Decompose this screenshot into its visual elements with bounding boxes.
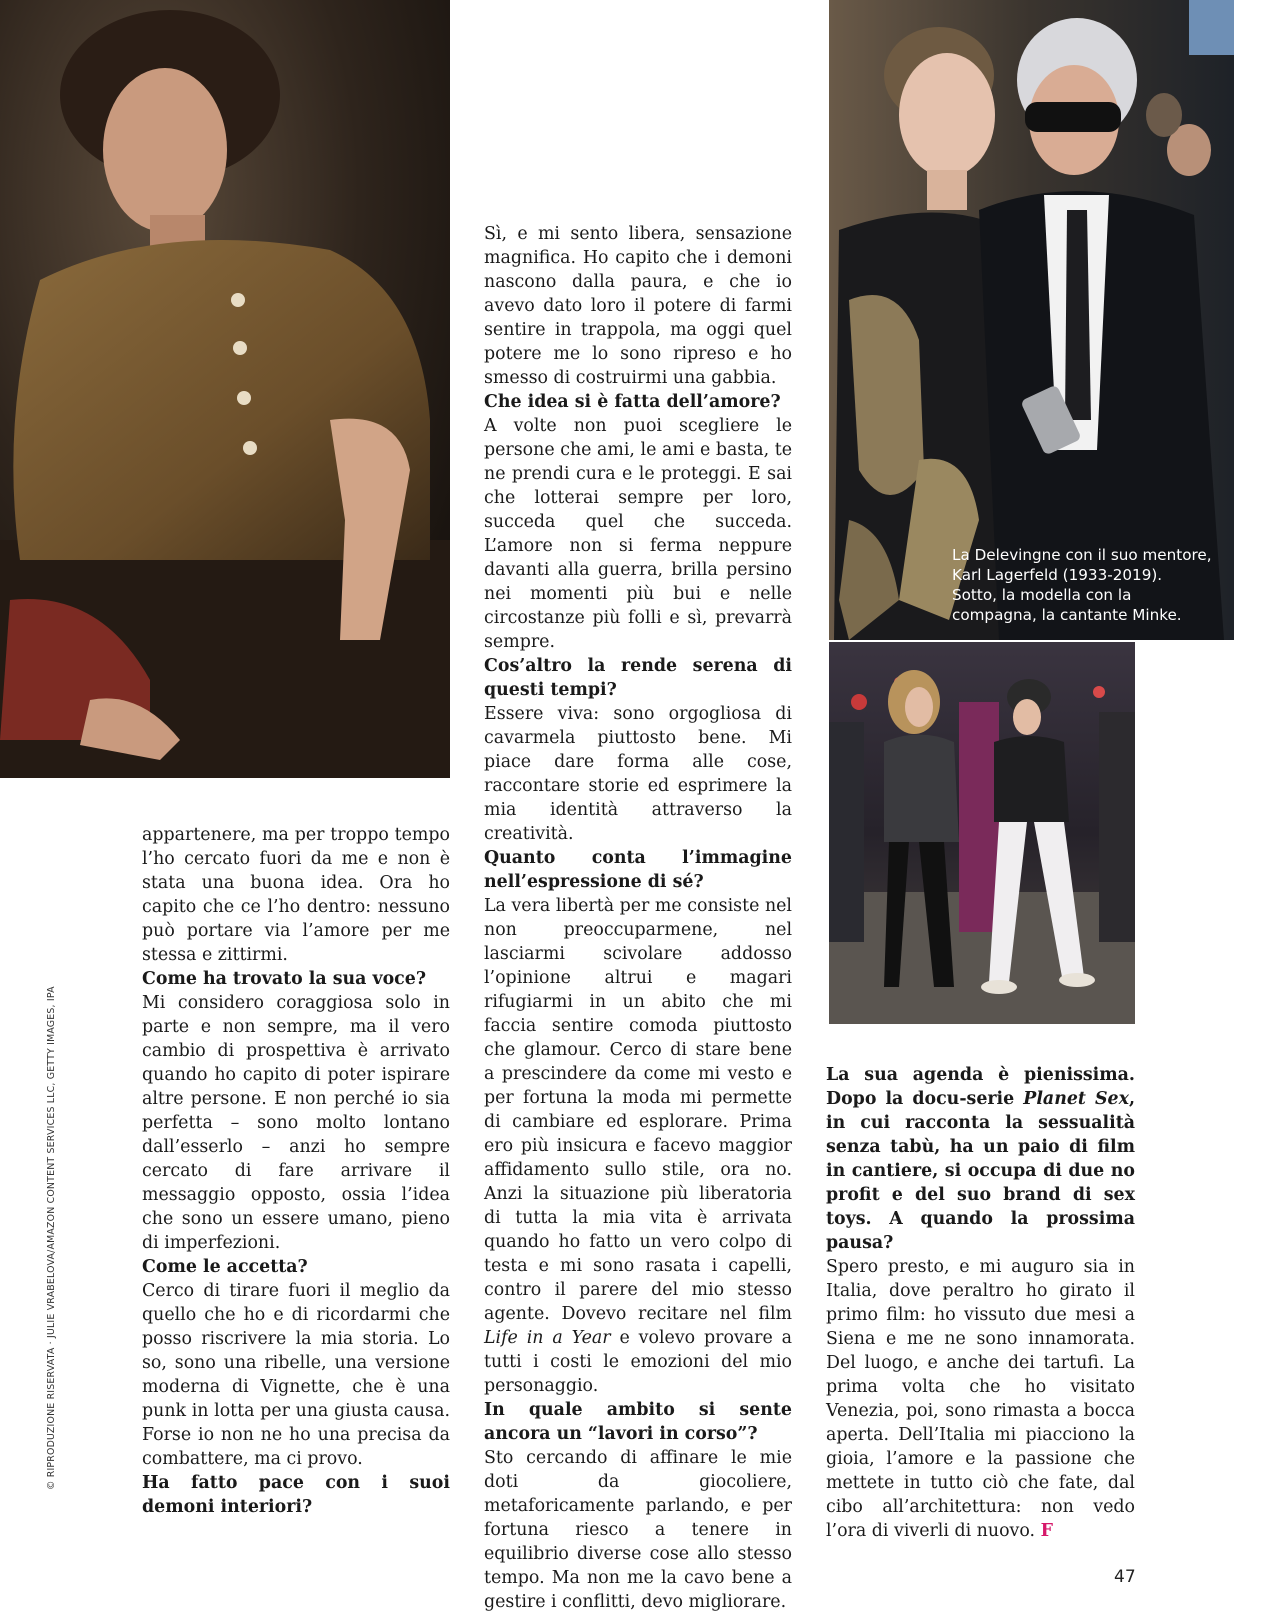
interview-question: In quale ambito si sente ancora un “lavori in corso”? <box>484 1400 792 1444</box>
body-text: La vera libertà per me consiste nel non preoccuparmene, nel lasciarmi scivolare addosso l’opinione altrui e magari rifugiarmi in un abito che mi faccia sentire comoda piuttosto che glamour. Cerco di stare bene a prescindere da come mi vesto e per fortuna la moda mi permette di cambiare ed esplorare. Prima ero più insicura e facevo maggior affidamento sullo stile, ora no. Anzi la situazione più liberatoria di tutta la mia vita è arrivata quando ho fatto un vero colpo di testa e mi sono rasata i capelli, contro il parere del mio stesso agente. Dovevo recitare nel film <box>484 896 792 1324</box>
body-paragraph: Cerco di tirare fuori il meglio da quello che ho e di ricordarmi che posso riscrivere la mia storia. Lo so, sono una ribelle, una versione moderna di Vignette, che è una punk in lotta per una giusta causa. Forse io non ne ho una precisa da combattere, ma ci provo. <box>142 1281 450 1469</box>
caption-line: compagna, la cantante Minke. <box>952 606 1182 624</box>
body-paragraph: Sì, e mi sento libera, sensazione magnifica. Ho capito che i demoni nascono dalla paura, e che io avevo dato loro il potere di farmi sentire in trappola, ma oggi quel potere me lo sono ripreso e ho smesso di costruirmi una gabbia. <box>484 224 792 388</box>
body-text: e volevo provare a tutti i costi le emozioni del mio personaggio. <box>484 1328 792 1396</box>
caption-line: Sotto, la modella con la <box>952 586 1132 604</box>
interview-question: Ha fatto pace con i suoi demoni interiori? <box>142 1473 450 1517</box>
interview-question: Cos’altro la rende serena di questi tempi? <box>484 656 792 700</box>
photo-delevingne-lagerfeld <box>829 0 1234 640</box>
caption-line: La Delevingne con il suo mentore, <box>952 546 1212 564</box>
show-title: Planet Sex <box>1023 1089 1129 1109</box>
interview-question: Come ha trovato la sua voce? <box>142 969 427 989</box>
body-paragraph: Sto cercando di affinare le mie doti da giocoliere, metaforicamente parlando, e per fortuna riesco a tenere in equilibrio diverse cose allo stesso tempo. Ma non me la cavo bene a gestire i conflitti, devo migliorare. <box>484 1448 792 1612</box>
text-column-1 <box>142 823 450 1519</box>
caption-line: Karl Lagerfeld (1933-2019). <box>952 566 1163 584</box>
lead-text: La sua agenda è pienissima. Dopo la docu-serie <box>826 1065 1135 1109</box>
body-paragraph: A volte non puoi scegliere le persone che ami, le ami e basta, te ne prendi cura e le proteggi. E sai che lotterai sempre per loro, succeda quel che succeda. L’amore non si ferma neppure davanti alla guerra, brilla persino nei momenti più bui e nelle circostanze più folli e sì, prevarrà sempre. <box>484 416 792 652</box>
body-paragraph: Mi considero coraggiosa solo in parte e non sempre, ma il vero cambio di prospettiva è arrivato quando ho capito di poter ispirare altre persone. E non perché io sia perfetta – sono molto lontano dall’esserlo – anzi ho sempre cercato di fare arrivare il messaggio opposto, ossia l’idea che sono un essere umano, pieno di imperfezioni. <box>142 993 450 1253</box>
body-paragraph: Essere viva: sono orgogliosa di cavarmela piuttosto bene. Mi piace dare forma alle cose, raccontare storie ed esprimere la mia identità attraverso la creatività. <box>484 704 792 844</box>
body-paragraph <box>826 1255 1135 1543</box>
body-paragraph: appartenere, ma per troppo tempo l’ho cercato fuori da me e non è stata una buona idea. Ora ho capito che ce l’ho dentro: nessuno può portare via l’amore per me stessa e zittirmi. <box>142 825 450 965</box>
lead-text: , in cui racconta la sessualità senza tabù, ha un paio di film in cantiere, si occupa di due no profit e del suo brand di sex toys. A quando la prossima pausa? <box>826 1089 1136 1253</box>
page-number: 47 <box>1114 1567 1136 1587</box>
body-text: Spero presto, e mi auguro sia in Italia, dove peraltro ho girato il primo film: ho vissuto due mesi a Siena e me ne sono innamorata. Del luogo, e anche dei tartufi. La prima volta che ho visitato Venezia, poi, sono rimasta a bocca aperta. Dell’Italia mi piacciono la gioia, l’amore e la passione che mettete in tutto ciò che fate, dal cibo all’architettura: non vedo l’ora di viverli di nuovo. <box>826 1257 1135 1541</box>
interview-question: Quanto conta l’immagine nell’espressione di sé? <box>484 848 792 892</box>
film-title: Life in a Year <box>484 1328 611 1348</box>
body-paragraph <box>484 894 792 1398</box>
photo-period-costume <box>0 0 450 778</box>
text-column-2 <box>484 222 792 1614</box>
text-column-3 <box>826 1063 1135 1543</box>
photo-credit: © RIPRODUZIONE RISERVATA · JULIE VRABELOVA/AMAZON CONTENT SERVICES LLC, GETTY IMAGES, IPA <box>46 986 57 1490</box>
end-mark: F <box>1040 1521 1053 1541</box>
lead-question <box>826 1063 1135 1255</box>
interview-question: Come le accetta? <box>142 1257 308 1277</box>
photo-delevingne-minke <box>829 642 1135 1024</box>
interview-question: Che idea si è fatta dell’amore? <box>484 392 781 412</box>
photo-caption <box>952 545 1224 625</box>
